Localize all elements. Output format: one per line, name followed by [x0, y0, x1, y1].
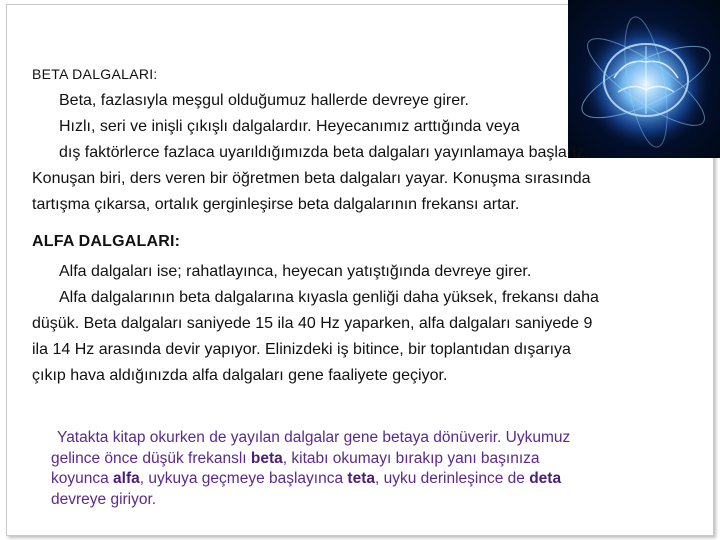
beta-line-4: Konuşan biri, ders veren bir öğretmen beta dalgaları yayar. Konuşma sırasında — [32, 170, 591, 187]
note-line-3 — [51, 469, 681, 490]
note-text: , uykuya geçmeye başlayınca — [139, 470, 348, 487]
alfa-line-3: düşük. Beta dalgaları saniyede 15 ila 40 Hz yaparken, alfa dalgaları saniyede 9 — [32, 315, 593, 332]
alfa-line-5: çıkıp hava aldığınızda alfa dalgaları gene faaliyete geçiyor. — [32, 367, 448, 384]
note-text: , kitabı okumayı bırakıp yanı başınıza — [282, 449, 540, 467]
note-keyword-teta: teta — [347, 470, 375, 487]
alfa-line-2: Alfa dalgalarının beta dalgalarına kıyasla genliği daha yüksek, frekansı daha — [59, 289, 599, 306]
note-keyword-alfa: alfa — [113, 470, 140, 487]
alfa-line-1: Alfa dalgaları ise; rahatlayınca, heyecan yatıştığında devreye girer. — [59, 263, 532, 280]
note-keyword-beta: beta — [250, 449, 283, 467]
note-text: koyunca — [51, 470, 114, 487]
note-text: , uyku derinleşince de — [374, 470, 530, 487]
note-line-2 — [51, 449, 681, 470]
note-keyword-deta: deta — [529, 470, 562, 487]
note-line-4: devreye giriyor. — [51, 490, 157, 508]
alfa-heading: ALFA DALGALARI: — [32, 233, 181, 250]
note-text: gelince önce düşük frekanslı — [51, 449, 251, 467]
beta-heading: BETA DALGALARI: — [32, 66, 158, 82]
beta-line-1: Beta, fazlasıyla meşgul olduğumuz hallerde devreye girer. — [59, 92, 469, 109]
alfa-line-4: ila 14 Hz arasında devir yapıyor. Elinizdeki iş bitince, bir toplantıdan dışarıya — [32, 341, 571, 358]
beta-line-2: Hızlı, seri ve inişli çıkışlı dalgalardır. Heyecanımız arttığında veya — [59, 118, 520, 135]
beta-line-3: dış faktörlerce fazlaca uyarıldığımızda beta dalgaları yayınlamaya başlarız. — [59, 144, 590, 161]
alfa-paragraph — [32, 259, 682, 389]
note-line-1: Yatakta kitap okurken de yayılan dalgalar gene betaya dönüverir. Uykumuz — [57, 429, 571, 446]
beta-line-5: tartışma çıkarsa, ortalık gerginleşirse beta dalgalarının frekansı artar. — [32, 196, 520, 213]
sleep-note — [51, 428, 681, 510]
beta-paragraph — [32, 88, 682, 218]
